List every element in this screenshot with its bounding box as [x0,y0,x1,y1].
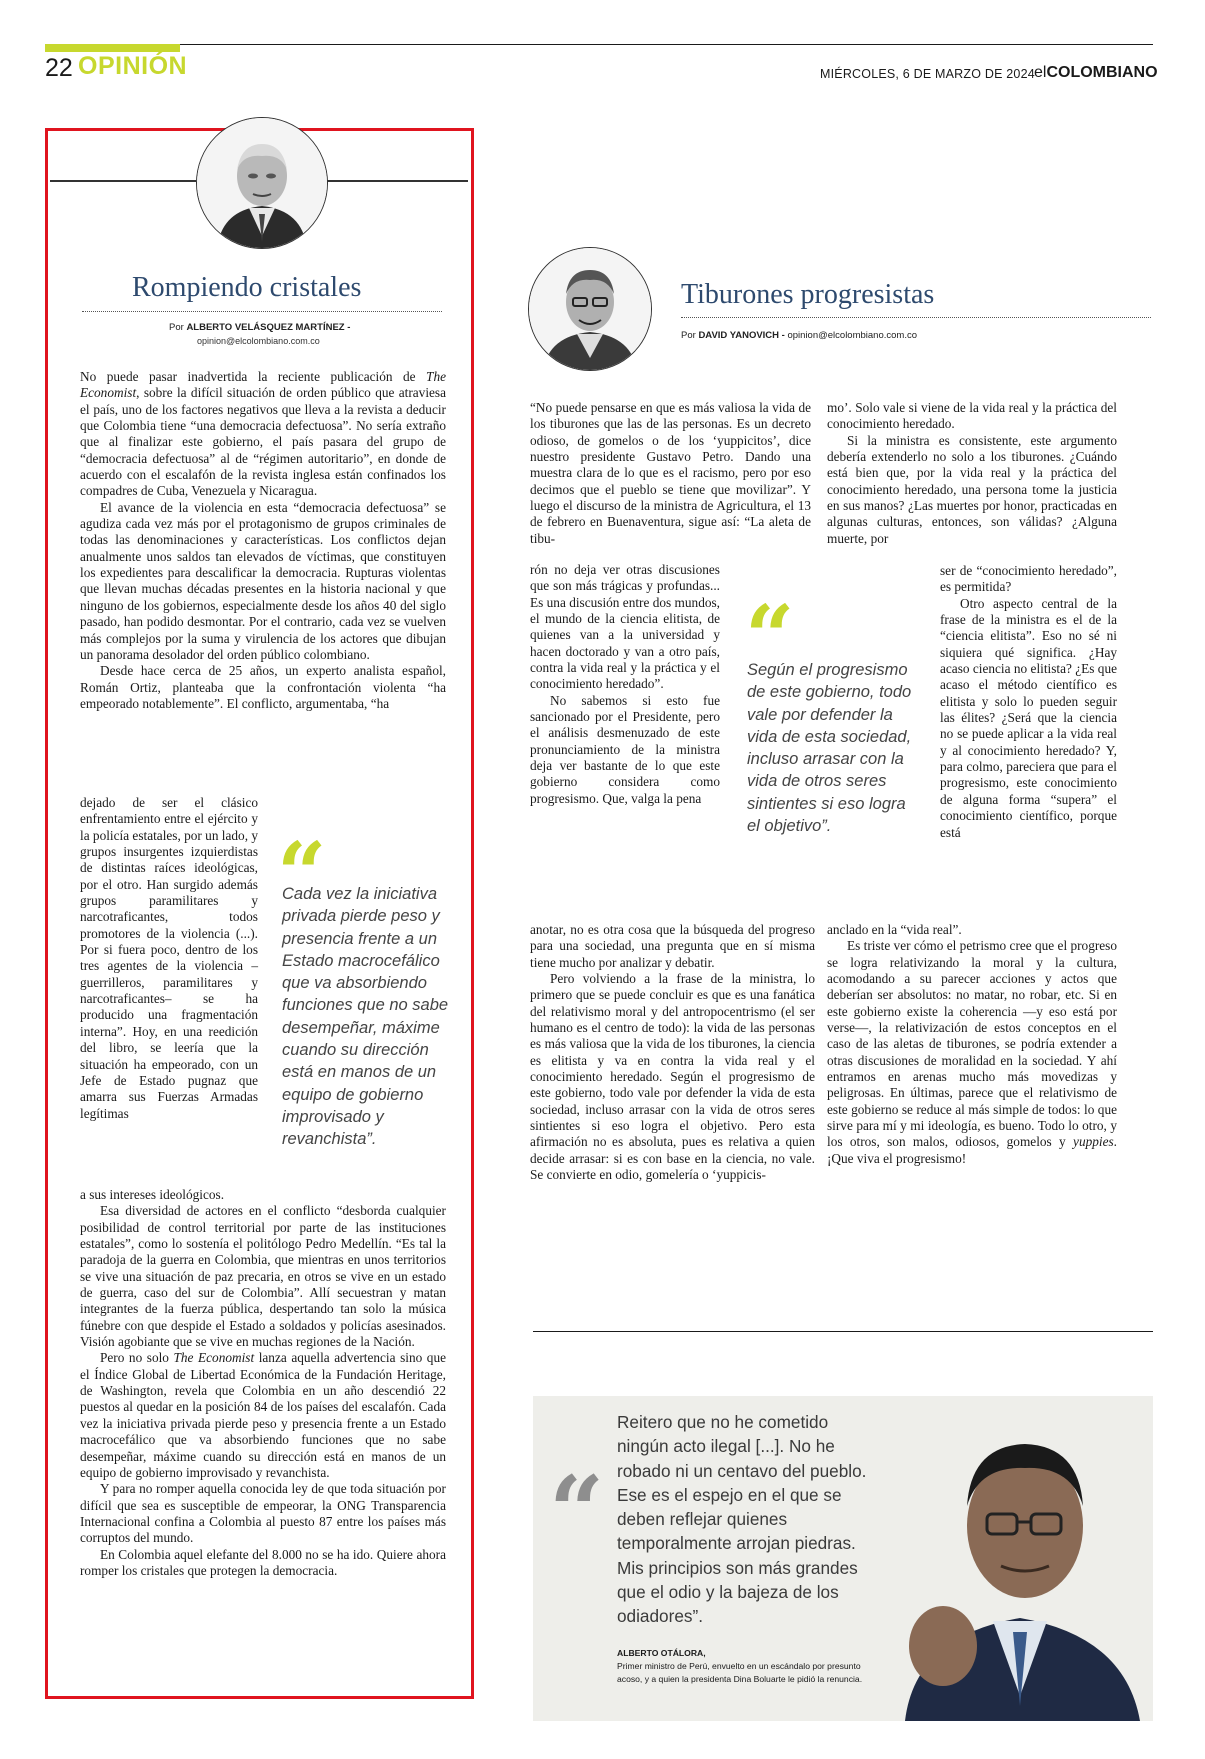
newspaper-logo: elCOLOMBIANO [1034,64,1158,81]
author-email: opinion@elcolombiano.com.co [197,336,320,346]
article-body-col2: mo’. Solo vale si viene de la vida real y la práctica del conocimiento heredado. Si la ministra es consistente, este argumento debería extenderlo no solo a los tiburones. ¿Cuándo está bien que, por la vida real y la práctica del conocimiento heredado, una persona tome la justicia en sus manos? ¿Las muertes por honor, practicadas en algunas culturas, entonces, son válidas? ¿Alguna muerte, por [827,400,1117,546]
article-body-col2-wrap: ser de “conocimiento heredado”, es permitida? Otro aspecto central de la frase de la ministra es el de la “ciencia elitista”. Eso no sé ni siquiera qué significa. ¿Hay acaso ciencia no elitista? ¿Es que acaso el método científico es elitista y solo lo pueden seguir las élites? ¿Será que la ciencia no se puede aplicar a la vida real y al conocimiento heredado? Y, para colmo, pareciera que para el progresismo, este conocimiento de alguna forma “supera” el conocimiento científico, porque está [940,563,1117,840]
header-rule [45,44,1153,45]
pullquote-mark: “ [277,824,327,925]
section-accent-bar [45,44,180,52]
issue-date: MIÉRCOLES, 6 DE MARZO DE 2024 [820,67,1035,81]
byline: Por ALBERTO VELÁSQUEZ MARTÍNEZ - [169,322,351,333]
portrait-rule-left [50,180,196,182]
article-body-bottom: a sus intereses ideológicos. Esa diversidad de actores en el conflicto “desborda cualquier posibilidad de control territorial por parte de las instituciones estatales”, como lo sostenía el politólogo Pedro Medellín. “Es tal la paradoja de la guerra en Colombia, que mientras en unos territorios se vive una situación de paz precaria, en otros se vive en un estado de guerra, caso del sur de Colombia”. Allí secuestran y matan integrantes de la fuerza pública, despertando tan solo la música fúnebre con que despide el Estado a soldados y policías asesinados. Visión agobiante que se vive en muchas regiones de la Nación. Pero no solo The Economist lanza aquella advertencia sino que el Índice Global de Libertad Económica de la Fundación Heritage, de Washington, revela que Colombia en un año descendió 22 puestos al quedar en la posición 84 de los países del escalafón. Cada vez la iniciativa privada pierde peso y presencia frente a un Estado macrocefálico que va absorbiendo funciones que no sabe desempeñar, máxime cuando su dirección está en manos de un equipo de gobierno improvisado y revanchista. Y para no romper aquella conocida ley de que toda situación por difícil que sea es susceptible de empeorar, la ONG Transparencia Internacional confina a Colombia al puesto 87 entre los países más corruptos del mundo. En Colombia aquel elefante del 8.000 no se ha ido. Quiere ahora romper los cristales que protegen la democracia. [80,1187,447,1578]
article-body-col2-bottom: anclado en la “vida real”. Es triste ver cómo el petrismo cree que el progreso se logra relativizando la moral y la cultura, acomodando a su parecer acciones y actos que deberían ser absolutos: no matar, no robar, etc. Si en este gobierno existe la coherencia —y eso está por verse—, la relativización de estos conceptos en el caso de las aletas de tiburones, se podría extender a otras discusiones de moralidad en la sociedad. Y ahí entramos en arenas mucho más movedizas y peligrosas. En últimas, parece que el relativismo de este gobierno se reduce al más simple de todos: lo que sirve para mí y mi ideología, es bueno. Todo lo otro, y los otros, son malos, odiosos, gomelos y yuppies. ¡Que viva el progresismo! [827,922,1117,1166]
byline: Por DAVID YANOVICH - opinion@elcolombiano.com.co [681,330,918,341]
pullquote-mark: “ [745,587,795,688]
pullquote: Cada vez la iniciativa privada pierde peso y presencia frente a un Estado macrocefálico que va absorbiendo funciones que no sabe desempeñar, máxime cuando su dirección está en manos de un equipo de gobierno improvisado y revanchista”. [282,885,449,1149]
title-divider [681,317,1151,318]
section-divider [533,1331,1153,1332]
columnist-portrait-icon [196,117,328,249]
speaker-photo-icon [885,1396,1153,1721]
quote-author-description: Primer ministro de Perú, envuelto en un escándalo por presunto acoso, y a quien la presidenta Dina Boluarte le pidió la renuncia. [617,1661,863,1684]
article-body-col1: “No puede pensarse en que es más valiosa la vida de los tiburones que las de las personas. Es un decreto odioso, de gomelos o de los ‘yuppicitos’, dice nuestro presidente Gustavo Petro. Dando una muestra clara de lo que es el racismo, pero por eso decimos que el pueblo se tiene que movilizar”. Y luego el discurso de la ministra de Agricultura, el 13 de febrero en Buenaventura, sigue así: “La aleta de tibu- [530,400,811,546]
pullquote: Según el progresismo de este gobierno, todo vale por defender la vida de esta sociedad, incluso arrasar con la vida de otros seres sintientes si eso logra el objetivo”. [747,661,912,836]
article-body-col1-bottom: anotar, no es otra cosa que la búsqueda del progreso para una sociedad, una pregunta que en sí misma tiene mucho por analizar y debatir. Pero volviendo a la frase de la ministra, lo primero que se puede concluir es que es una fanática del relativismo moral y del antropocentrismo (el ser humano es el centro de todo): la vida de las personas es más valiosa que la vida de los tiburones, la ciencia es elitista y va en contra la vida real y el conocimiento heredado. Según el progresismo de este gobierno, todo vale por defender la vida de esta sociedad, incluso arrasar con la vida de otros seres sintientes si eso logra el objetivo. Pero esta afirmación no es absoluta, pues es relativa a quien decide arrasar: si es con base en la ciencia, no vale. Se convierte en odio, gomelería o ‘yuppicis- [530,922,815,1183]
portrait-rule-right [326,180,468,182]
title-divider [82,311,442,312]
featured-quote-text: Reitero que no he cometido ningún acto ilegal [...]. No he robado ni un centavo del pueblo. Ese es el espejo en el que se deben reflejar quienes temporalmente arrojan piedras. Mis principios son más grandes que el odio y la bajeza de los odiadores”. [617,1412,867,1627]
page-number: 22 [45,54,73,82]
article-title: Rompiendo cristales [132,272,362,303]
article-body-wrap: dejado de ser el clásico enfrentamiento entre el ejército y la policía estatales, por un lado, y grupos insurgentes izquierdistas de distintas raíces ideológicas, por el otro. Han surgido además grupos paramilitares y narcotraficantes, todos promotores de la violencia (...). Por si fuera poco, dentro de los tres agentes de la violencia –guerrilleros, paramilitares y narcotraficantes– se ha producido una fragmentación interna”. Hoy, en una reedición del libro, se leería que la situación ha empeorado, con un Jefe de Estado pugnaz que amarra sus Fuerzas Armadas legítimas [80,795,258,1121]
quote-mark-icon: “ [549,1455,605,1568]
article-title: Tiburones progresistas [681,279,935,310]
section-title: OPINIÓN [78,52,188,80]
article-body-col1-wrap: rón no deja ver otras discusiones que son más trágicas y profundas... Es una discusión entre dos mundos, el mundo de la ciencia elitista, de quienes van a la universidad y hacen doctorado y van a otro país, contra la vida real y la práctica y el conocimiento heredado”. No sabemos si esto fue sancionado por el Presidente, pero el análisis desmenuzado de este pronunciamiento de la ministra deja ver bastante de lo que este gobierno considera como progresismo. Que, valga la pena [530,562,720,806]
article-body-top: No puede pasar inadvertida la reciente publicación de The Economist, sobre la difícil situación de orden público que atraviesa el país, uno de los factores negativos que lleva a la revista a deducir que Colombia tiene “una democracia defectuosa”. No sería extraño que al finalizar este gobierno, el país pasara del grupo de “democracia defectuosa” al de “régimen autoritario”, en donde de acuerdo con el escalafón de la revista inglesa están confinados los compadres de Cuba, Venezuela y Nicaragua. El avance de la violencia en esta “democracia defectuosa” se agudiza cada vez más por el protagonismo de grupos criminales de todas las denominaciones y características. Los conflictos dejan anualmente unos saldos tan elevados de víctimas, que constituyen los expedientes para descalificar la democracia. Rupturas violentas que llevan muchas décadas presentes en la historia nacional y que ninguno de los gobiernos, especialmente desde los años 40 del siglo pasado, han podido desmontar. Por el contrario, cada vez se vuelven más complejos por la suma y virulencia de los actores que dibujan un panorama desolador del orden público colombiano. Desde hace cerca de 25 años, un experto analista español, Román Ortiz, planteaba que la confrontación violenta “ha empeorado notablemente”. El conflicto, argumentaba, “ha [80,369,446,711]
quote-author-name: ALBERTO OTÁLORA, [617,1648,706,1658]
columnist-portrait-icon [528,247,652,371]
